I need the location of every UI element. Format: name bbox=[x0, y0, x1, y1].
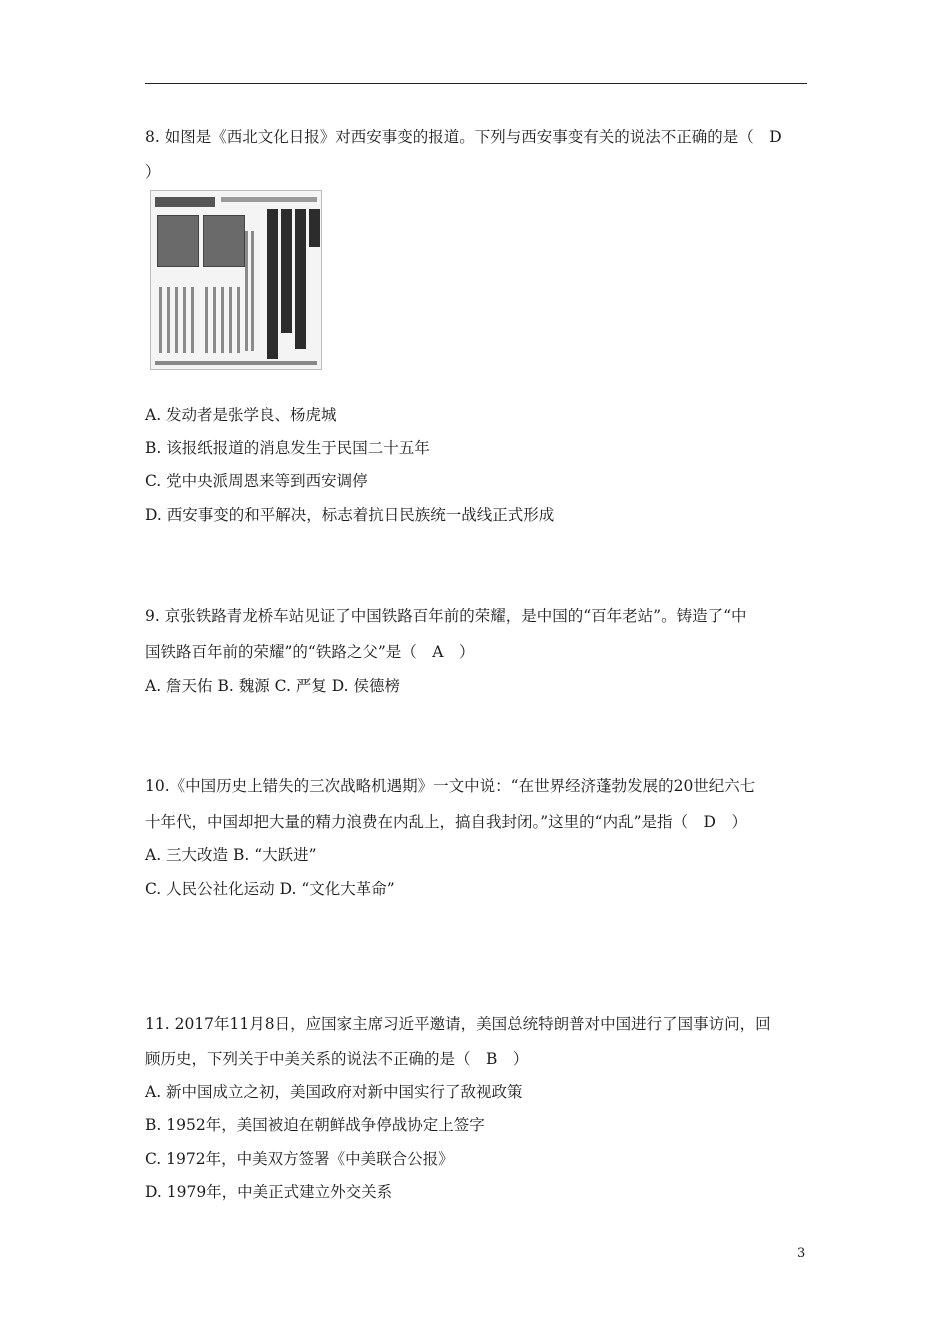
newspaper-text-column bbox=[221, 287, 224, 353]
newspaper-text-column bbox=[213, 287, 216, 353]
newspaper-text-column bbox=[159, 287, 162, 353]
q10-stem-line-2: 十年代，中国却把大量的精力浪费在内乱上，搞自我封闭。”这里的“内乱”是指（ D ） bbox=[145, 813, 747, 831]
page-number: 3 bbox=[797, 1246, 806, 1261]
newspaper-text-column bbox=[183, 287, 186, 353]
newspaper-headline bbox=[309, 209, 320, 247]
newspaper-headline bbox=[295, 209, 306, 349]
q10-stem-line-1: 10.《中国历史上错失的三次战略机遇期》一文中说：“在世界经济蓬勃发展的20世纪六七 bbox=[145, 777, 756, 795]
q8-option-d: D. 西安事变的和平解决，标志着抗日民族统一战线正式形成 bbox=[145, 506, 555, 524]
q11-option-c: C. 1972年，中美双方签署《中美联合公报》 bbox=[145, 1150, 454, 1168]
newspaper-text-column bbox=[251, 231, 254, 351]
q11-option-b: B. 1952年，美国被迫在朝鲜战争停战协定上签字 bbox=[145, 1116, 485, 1134]
q11-option-d: D. 1979年，中美正式建立外交关系 bbox=[145, 1183, 393, 1201]
q9-stem-line-1: 9. 京张铁路青龙桥车站见证了中国铁路百年前的荣耀，是中国的“百年老站”。铸造了“中 bbox=[145, 607, 747, 625]
q8-stem-line-1: 8. 如图是《西北文化日报》对西安事变的报道。下列与西安事变有关的说法不正确的是（ D bbox=[145, 128, 782, 146]
newspaper-image bbox=[150, 190, 322, 370]
newspaper-text-column bbox=[245, 231, 248, 351]
q11-stem-line-1: 11. 2017年11月8日，应国家主席习近平邀请，美国总统特朗普对中国进行了国事访问，回 bbox=[145, 1015, 771, 1033]
q11-stem-line-2: 顾历史，下列关于中美关系的说法不正确的是（ B ） bbox=[145, 1050, 529, 1068]
newspaper-headline bbox=[281, 209, 292, 333]
newspaper-photo-right bbox=[203, 215, 245, 267]
q9-stem-line-2: 国铁路百年前的荣耀”的“铁路之父”是（ A ） bbox=[145, 643, 475, 661]
q10-options-line-2: C. 人民公社化运动 D. “文化大革命” bbox=[145, 880, 395, 898]
newspaper-headline bbox=[267, 209, 278, 359]
q8-option-b: B. 该报纸报道的消息发生于民国二十五年 bbox=[145, 439, 430, 457]
newspaper-footer-line bbox=[155, 361, 317, 365]
newspaper-photo-left bbox=[157, 215, 199, 267]
newspaper-text-column bbox=[167, 287, 170, 353]
newspaper-text-column bbox=[229, 287, 232, 353]
q9-options: A. 詹天佑 B. 魏源 C. 严复 D. 侯德榜 bbox=[145, 677, 400, 695]
newspaper-text-column bbox=[175, 287, 178, 353]
newspaper-text-column bbox=[237, 287, 240, 353]
newspaper-masthead bbox=[155, 197, 215, 207]
newspaper-text-column bbox=[191, 287, 194, 353]
newspaper-text-column bbox=[205, 287, 208, 353]
q8-option-a: A. 发动者是张学良、杨虎城 bbox=[145, 406, 337, 424]
q8-stem-line-2: ） bbox=[145, 163, 161, 181]
header-rule bbox=[145, 83, 807, 84]
newspaper-dateline bbox=[221, 197, 317, 202]
q11-option-a: A. 新中国成立之初，美国政府对新中国实行了敌视政策 bbox=[145, 1083, 523, 1101]
q10-options-line-1: A. 三大改造 B. “大跃进” bbox=[145, 846, 317, 864]
q8-option-c: C. 党中央派周恩来等到西安调停 bbox=[145, 472, 368, 490]
